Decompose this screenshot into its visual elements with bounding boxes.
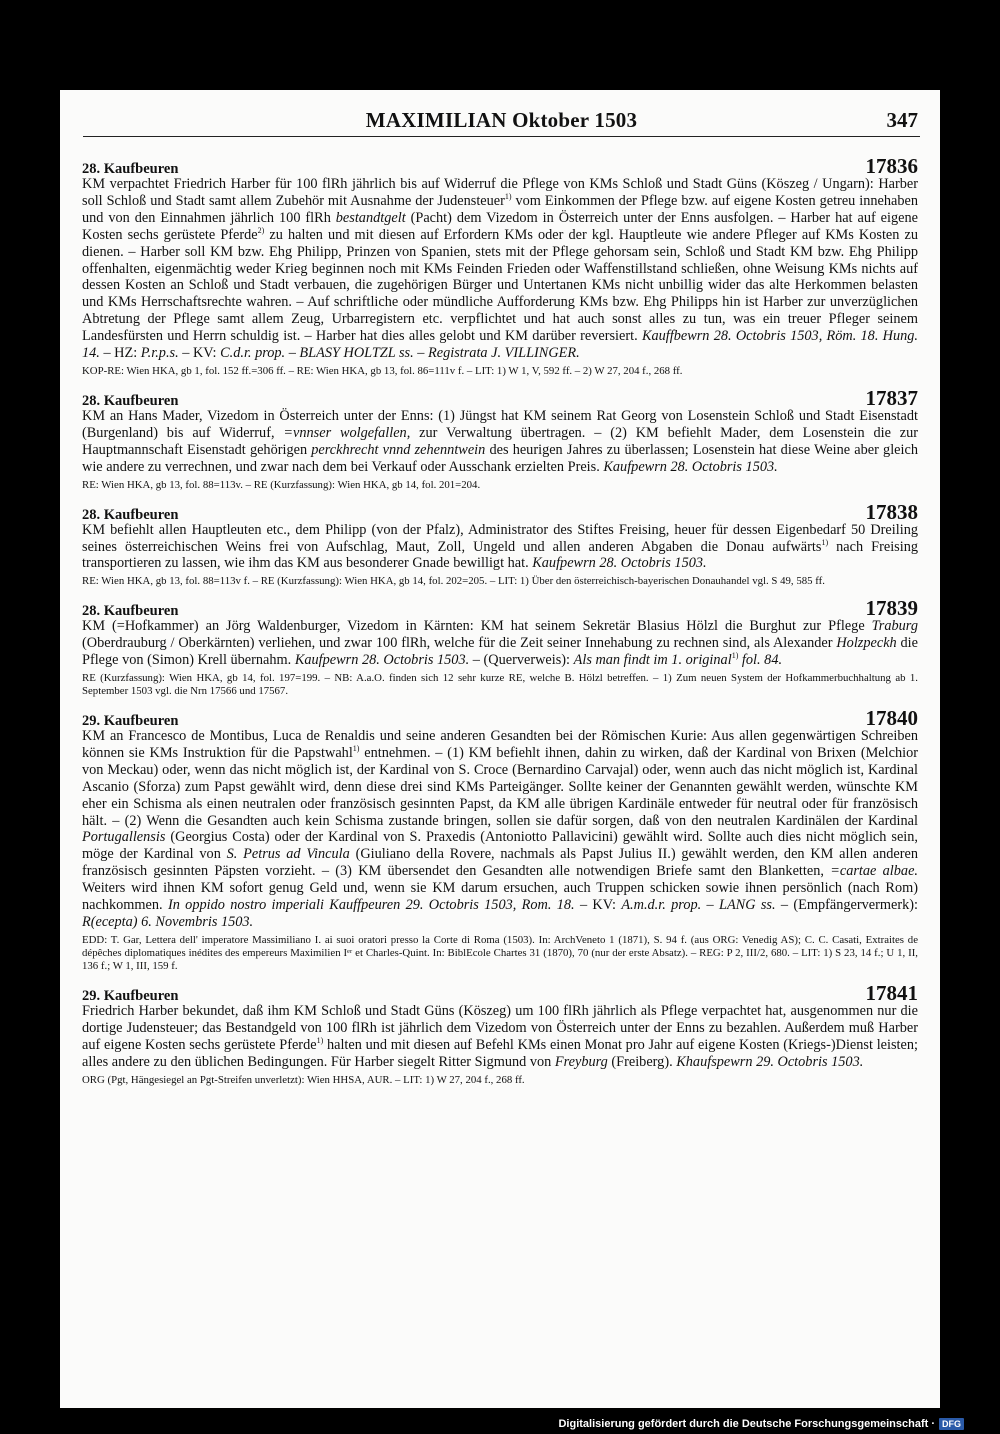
- italic-span: perckhrecht vnnd zehenntwein: [311, 441, 486, 458]
- entry-sources: RE: Wien HKA, gb 13, fol. 88=113v. – RE (Kurzfassung): Wien HKA, gb 14, fol. 201=204.: [82, 478, 481, 491]
- footnote-marker: 1): [731, 651, 739, 661]
- entry-sources: KOP-RE: Wien HKA, gb 1, fol. 152 ff.=306 ff. – RE: Wien HKA, gb 13, fol. 86=111v f. – LIT: 1) W 1, V, 592 ff. – 2) W 27, 204 f., 268 ff.: [82, 364, 683, 377]
- footnote-marker: 2): [257, 225, 265, 235]
- entry-number: 17838: [865, 499, 918, 524]
- entry-sources: EDD: T. Gar, Lettera dell' imperatore Massimiliano I. ai suoi oratori presso la Corte di Roma (1503). In: ArchVeneto 1 (1871), S. 94 f. (aus ORG: Venedig AS); C. C. Casati, Extraites de dépêches diplomatiques inédites des empereurs Maximilien Iᵉʳ et Charles-Quint. In: BiblEcole Chartes 31 (1870), 70 (nur der erste Absatz). – REG: P 2, III/2, 680. – LIT: 1) S 23, 14 f.; U 1, II, 136 f.; W 1, III, 159 f.: [82, 933, 918, 972]
- italic-span: Kaufpewrn 28. Octobris 1503.: [603, 458, 778, 475]
- entry-heading: [82, 980, 918, 1005]
- italic-span: Freyburg: [554, 1053, 608, 1070]
- entry-heading: [82, 596, 918, 621]
- entry-date-place: 28. Kaufbeuren: [82, 161, 179, 177]
- entry: [82, 154, 918, 378]
- entry-number: 17836: [865, 154, 918, 178]
- page-header: [83, 106, 920, 137]
- italic-span: Traburg: [871, 618, 918, 635]
- entry-date-place: 28. Kaufbeuren: [82, 506, 179, 523]
- entry-text: Friedrich Harber bekundet, daß ihm KM Schloß und Stadt Güns (Köszeg) um 100 flRh jährlich als Pflege verpachtet hat, ausgenommen nur die dortige Judensteuer; das Bestandgeld von 100 flRh ist jährlich dem Vizedom von Österreich unter der Enns zu bezahlen. Außerdem muß Harber auf eigene Kosten sechs gerüstete Pferde$^{1)}$ halten und mit diesen auf Befehl KMs einen Monat pro Jahr auf eigene Kosten (Kriegs-)Dienst leisten; alles andere zu den üblichen Bedingungen. Für Harber siegelt Ritter Sigmund von Freyburg (Freiberg). Khaufspewrn 29. Octobris 1503.: [82, 1002, 918, 1070]
- entry: [82, 706, 919, 973]
- entry-text: KM an Francesco de Montibus, Luca de Renaldis und seine anderen Gesandten bei der Römischen Kurie: Aus allen gegenwärtigen Schreiben können sie KMs Instruktion für die Papstwahl$^{1)}$ entnehmen. – (1) KM befiehlt ihnen, dahin zu wirken, daß der Kardinal von Brixen (Melchior von Meckau) oder, wenn das nicht möglich ist, der Kardinal von S. Croce (Bernardino Carvajal) oder, wenn auch das nicht möglich ist, Kardinal Ascanio (Sforza) zum Papst gewählt wird, denn diese drei sind KMs Parteigänger. Sollte keiner der Genannten gewählt werden, wünschte KM eher ein Schisma als einen neutralen oder französisch gesinnten Papst, da KM alle übrigen Kardinäle entweder für neutral oder für französisch hält. – (2) Wenn die Gesandten auch kein Schisma zustande bringen, sollen sie dafür sorgen, daß von den neutralen Kardinälen der Kardinal Portugallensis (Georgius Costa) oder der Kardinal von S. Praxedis (Antoniotto Pallavicini) gewählt wird. Sollte auch dies nicht möglich sein, möge der Kardinal von S. Petrus ad Vincula (Giuliano della Rovere, nachmals als Papst Julius II.) gewählt werden, den KM allen anderen französisch gesinnten Päpsten vorzieht. – (3) KM übersendet den Gesandten alle notwendigen Briefe samt den Blanketten, =cartae albae. Weiters wird ihnen KM sofort genug Geld und, wenn sie KM darum ersuchen, auch Truppen schicken sowie ihnen persönlich (nach Rom) nachkommen. In oppido nostro imperiali Kauffpeuren 29. Octobris 1503, Rom. 18. – KV: A.m.d.r. prop. – LANG ss. – (Empfängervermerk): R(ecepta) 6. Novembris 1503.: [82, 728, 919, 930]
- entry-date-place: 28. Kaufbeuren: [82, 392, 179, 409]
- entry: [82, 385, 919, 492]
- entry-number: 17840: [865, 706, 918, 731]
- entry-heading: [82, 706, 918, 731]
- entry-sources: ORG (Pgt, Hängesiegel an Pgt-Streifen unverletzt): Wien HHSA, AUR. – LIT: 1) W 27, 204 f., 268 ff.: [82, 1073, 525, 1086]
- italic-span: In oppido nostro imperiali Kauffpeuren 29. Octobris 1503, Rom. 18.: [167, 897, 575, 914]
- entry-sources: RE (Kurzfassung): Wien HKA, gb 14, fol. 197=199. – NB: A.a.O. finden sich 12 sehr kurze RE, welche B. Hölzl betreffen. – 1) Zum neuen System der Hofkammerbuchhaltung ab 1. September 1503 vgl. die Nrn 17566 und 17567.: [82, 672, 918, 698]
- italic-span: bestandtgelt: [335, 209, 406, 226]
- entry-text: KM verpachtet Friedrich Harber für 100 flRh jährlich bis auf Widerruf die Pflege von KMs Schloß und Stadt Güns (Köszeg / Ungarn): Harber soll Schloß und Stadt samt allem Zubehör mit Ausnahme der Judensteuer$^{1)}$ vom Einkommen der Pflege bzw. auf eigene Kosten getreu innehaben und von den Einnahmen jährlich 100 flRh bestandtgelt (Pacht) dem Vizedom in Österreich unter der Enns ausfolgen. – Harber hat auf eigene Kosten sechs gerüstete Pferde$^{2)}$ zu halten und mit diesen auf Erfordern KMs oder der kgl. Hauptleute wie andere Pfleger auf KMs Kosten zu dienen. – Harber soll KM bzw. Ehg Philipp, Prinzen von Spanien, stets mit der Pflege gehorsam sein, Schloß und Stadt KM bzw. Ehg Philipp offenhalten, eigenmächtig weder Krieg beginnen noch mit KMs Feinden Frieden oder Waffenstillstand schließen, ohne Weisung KMs nichts auf dessen Kosten an Schloß und Stadt verbauen, die zugehörigen Bürger und Untertanen KMs nicht unbillig wider das alte Herkommen belasten und KMs Herrschaftsrechte wahren. – Auf schriftliche oder mündliche Aufforderung KMs bzw. Ehg Philipps hin ist Harber zur unverzüglichen Abtretung der Pflege samt allem Zeug, Urbarregistern etc. verpflichtet und hat auch sonst alles zu tun, was ein treuer Pfleger seinem Landesfürsten und Herrn schuldig ist. – Harber hat dies alles gelobt und KM darüber reversiert. Kauffbewrn 28. Octobris 1503, Röm. 18. Hung. 14. – HZ: P.r.p.s. – KV: C.d.r. prop. – BLASY HOLTZL ss. – Registrata J. VILLINGER.: [82, 176, 918, 362]
- italic-span: R(ecepta) 6. Novembris 1503.: [82, 914, 254, 930]
- entry-sources: RE: Wien HKA, gb 13, fol. 88=113v f. – RE (Kurzfassung): Wien HKA, gb 14, fol. 202=205. – LIT: 1) Über den österreichisch-bayerischen Donauhandel vgl. S 49, 585 ff.: [82, 575, 825, 588]
- entry-number: 17841: [865, 980, 918, 1005]
- footnote-marker: 1): [352, 744, 360, 754]
- italic-span: Portugallensis: [82, 829, 166, 846]
- entry-date-place: 29. Kaufbeuren: [82, 713, 179, 730]
- italic-span: =vnnser wolgefallen,: [283, 424, 411, 441]
- entry-heading: [82, 154, 918, 178]
- entry-text: KM (=Hofkammer) an Jörg Waldenburger, Vizedom in Kärnten: KM hat seinem Sekretär Blasius Hölzl die Burghut zur Pflege Traburg (Oberdrauburg / Oberkärnten) verliehen, und zwar 100 flRh, welche für die Zeit seiner Innehabung zu rechnen sind, als Alexander Holzpeckh die Pflege von (Simon) Krell übernahm. Kaufpewrn 28. Octobris 1503. – (Querverweis): Als man findt im 1. original$^{1)}$ fol. 84.: [82, 618, 918, 669]
- footer-text: Digitalisierung gefördert durch die Deutsche Forschungsgemeinschaft ·: [558, 1418, 935, 1430]
- dfg-logo-icon: DFG: [939, 1418, 964, 1430]
- footnote-marker: 1): [504, 192, 512, 202]
- footnote-marker: 1): [821, 537, 829, 547]
- footer-credit: [558, 1418, 964, 1430]
- italic-span: Kaufpewrn 28. Octobris 1503.: [532, 555, 707, 572]
- entry: [82, 499, 919, 589]
- italic-span: S. Petrus ad Vincula: [226, 846, 350, 863]
- italic-span: fol. 84.: [738, 652, 783, 669]
- entry-text: KM an Hans Mader, Vizedom in Österreich unter der Enns: (1) Jüngst hat KM seinem Rat Georg von Losenstein Schloß und Stadt Eisenstadt (Burgenland) bis auf Widerruf, =vnnser wolgefallen, zur Verwaltung übertragen. – (2) KM befiehlt Mader, dem Losenstein die zur Hauptmannschaft Eisenstadt gehörigen perckhrecht vnnd zehenntwein des heurigen Jahres zu überlassen; Losenstein hat diese Weine aber gleich wie andere zu verrechnen, und zwar nach dem bei Verkauf oder Ausschank erzielten Preis. Kaufpewrn 28. Octobris 1503.: [82, 407, 919, 475]
- italic-span: Kaufpewrn 28. Octobris 1503.: [294, 652, 470, 669]
- italic-span: C.d.r. prop. – BLASY HOLTZL ss. – Registrata J. VILLINGER.: [220, 345, 580, 362]
- italic-span: Holzpeckh: [836, 635, 897, 652]
- entry: [82, 596, 918, 698]
- italic-span: Kauffbewrn 28. Octobris 1503, Röm. 18. Hung. 14.: [82, 328, 918, 362]
- running-title: MAXIMILIAN Oktober 1503: [365, 108, 638, 132]
- entry-date-place: 29. Kaufbeuren: [82, 987, 179, 1004]
- entry: [82, 980, 918, 1087]
- entry-number: 17839: [865, 596, 918, 621]
- entry-number: 17837: [865, 385, 918, 410]
- entries-list: [82, 154, 919, 1098]
- page-number: 347: [886, 108, 918, 132]
- italic-span: A.m.d.r. prop. – LANG ss.: [621, 897, 776, 914]
- italic-span: Khaufspewrn 29. Octobris 1503.: [676, 1053, 864, 1070]
- entry-heading: [82, 499, 918, 524]
- italic-span: Als man findt im 1. original: [573, 652, 732, 669]
- italic-span: P.r.p.s.: [140, 345, 179, 362]
- document-page: [60, 90, 940, 1408]
- entry-text: KM befiehlt allen Hauptleuten etc., dem Philipp (von der Pfalz), Administrator des Stiftes Freising, heuer für dessen Eigenbedarf 50 Dreiling seines österreichischen Weins frei von Aufschlag, Maut, Zoll, Ungeld und allen anderen Abgaben die Donau aufwärts$^{1)}$ nach Freising transportieren zu lassen, wie ihm das KM aus besonderer Gnade bewilligt hat. Kaufpewrn 28. Octobris 1503.: [82, 521, 919, 572]
- footnote-marker: 1): [316, 1035, 324, 1045]
- entry-date-place: 28. Kaufbeuren: [82, 603, 179, 620]
- italic-span: =cartae albae.: [830, 863, 918, 880]
- entry-heading: [82, 385, 918, 410]
